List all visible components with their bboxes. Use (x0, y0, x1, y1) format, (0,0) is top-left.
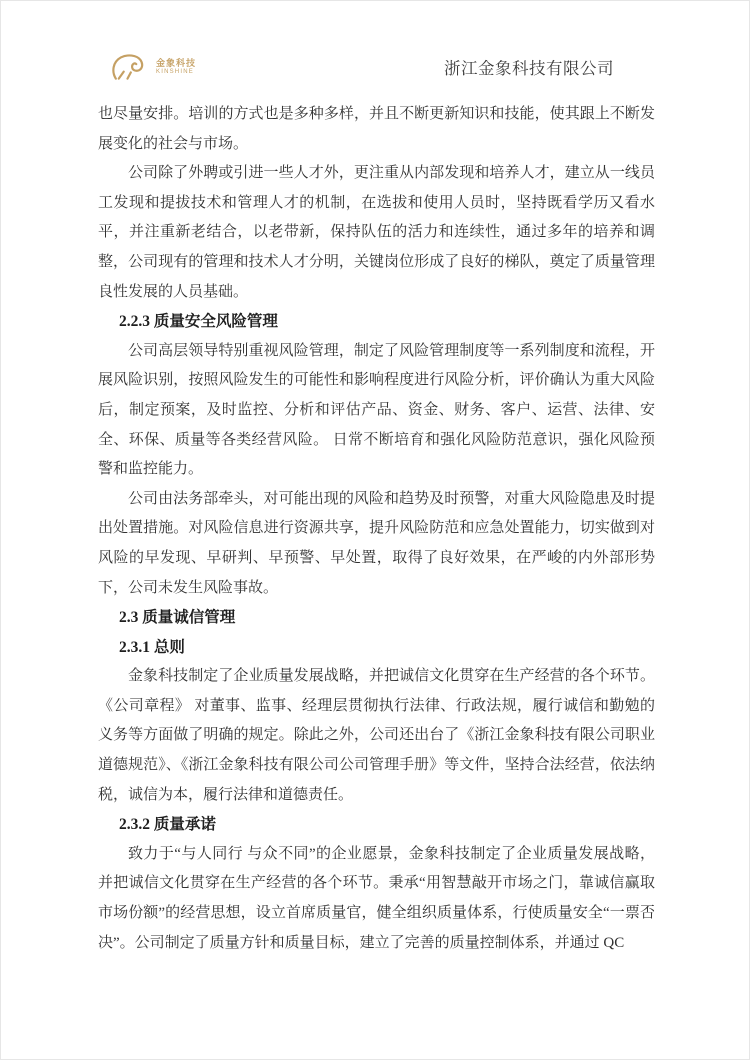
section-heading: 2.3.1 总则 (119, 638, 185, 656)
company-logo (110, 49, 196, 85)
paragraph: 也尽量安排。培训的方式也是多种多样，并且不断更新知识和技能，使其跟上不断发展变化的社会与市场。 (98, 106, 655, 152)
logo-brand-cn: 金象科技 (156, 58, 197, 69)
elephant-logo-icon (110, 49, 150, 85)
paragraph: 公司由法务部牵头，对可能出现的风险和趋势及时预警，对重大风险隐患及时提出处置措施。对风险信息进行资源共享，提升风险防范和应急处置能力，切实做到对风险的早发现、早研判、早预警、早处置，取得了良好效果，在严峻的内外部形势下，公司未发生风险事故。 (98, 490, 655, 596)
page-header (0, 0, 750, 90)
header-company-name: 浙江金象科技有限公司 (444, 59, 614, 78)
section-heading: 2.3 质量诚信管理 (119, 609, 236, 627)
paragraph: 公司高层领导特别重视风险管理，制定了风险管理制度等一系列制度和流程，开展风险识别，按照风险发生的可能性和影响程度进行风险分析，评价确认为重大风险后，制定预案，及时监控、分析和评估产品、资金、财务、客户、运营、法律、安全、环保、质量等各类经营风险。 日常不断培育和强化风险防范意识，强化风险预警和监控能力。 (98, 342, 655, 478)
paragraph: 金象科技制定了企业质量发展战略，并把诚信文化贯穿在生产经营的各个环节。《公司章程》 对董事、监事、经理层贯彻执行法律、行政法规，履行诚信和勤勉的义务等方面做了明确的规定。除此之外，公司还出台了《浙江金象科技有限公司职业道德规范》、《浙江金象科技有限公司公司管理手册》等文件，坚持合法经营，依法纳税，诚信为本，履行法律和道德责任。 (98, 668, 655, 803)
document-body (98, 100, 655, 958)
section-heading: 2.3.2 质量承诺 (119, 816, 216, 834)
logo-brand-en: KINSHINE (156, 68, 194, 75)
paragraph: 公司除了外聘或引进一些人才外，更注重从内部发现和培养人才，建立从一线员工发现和提拔技术和管理人才的机制，在选拔和使用人员时，坚持既看学历又看水平，并注重新老结合，以老带新，保持队伍的活力和连续性，通过多年的培养和调整，公司现有的管理和技术人才分明，关键岗位形成了良好的梯队，奠定了质量管理良性发展的人员基础。 (98, 165, 655, 300)
section-heading: 2.2.3 质量安全风险管理 (119, 313, 278, 331)
paragraph: 致力于“与人同行 与众不同”的企业愿景，金象科技制定了企业质量发展战略，并把诚信文化贯穿在生产经营的各个环节。秉承“用智慧敲开市场之门，靠诚信赢取市场份额”的经营思想，设立首席质量官，健全组织质量体系，行使质量安全“一票否决”。公司制定了质量方针和质量目标，建立了完善的质量控制体系，并通过 QC (98, 845, 655, 951)
